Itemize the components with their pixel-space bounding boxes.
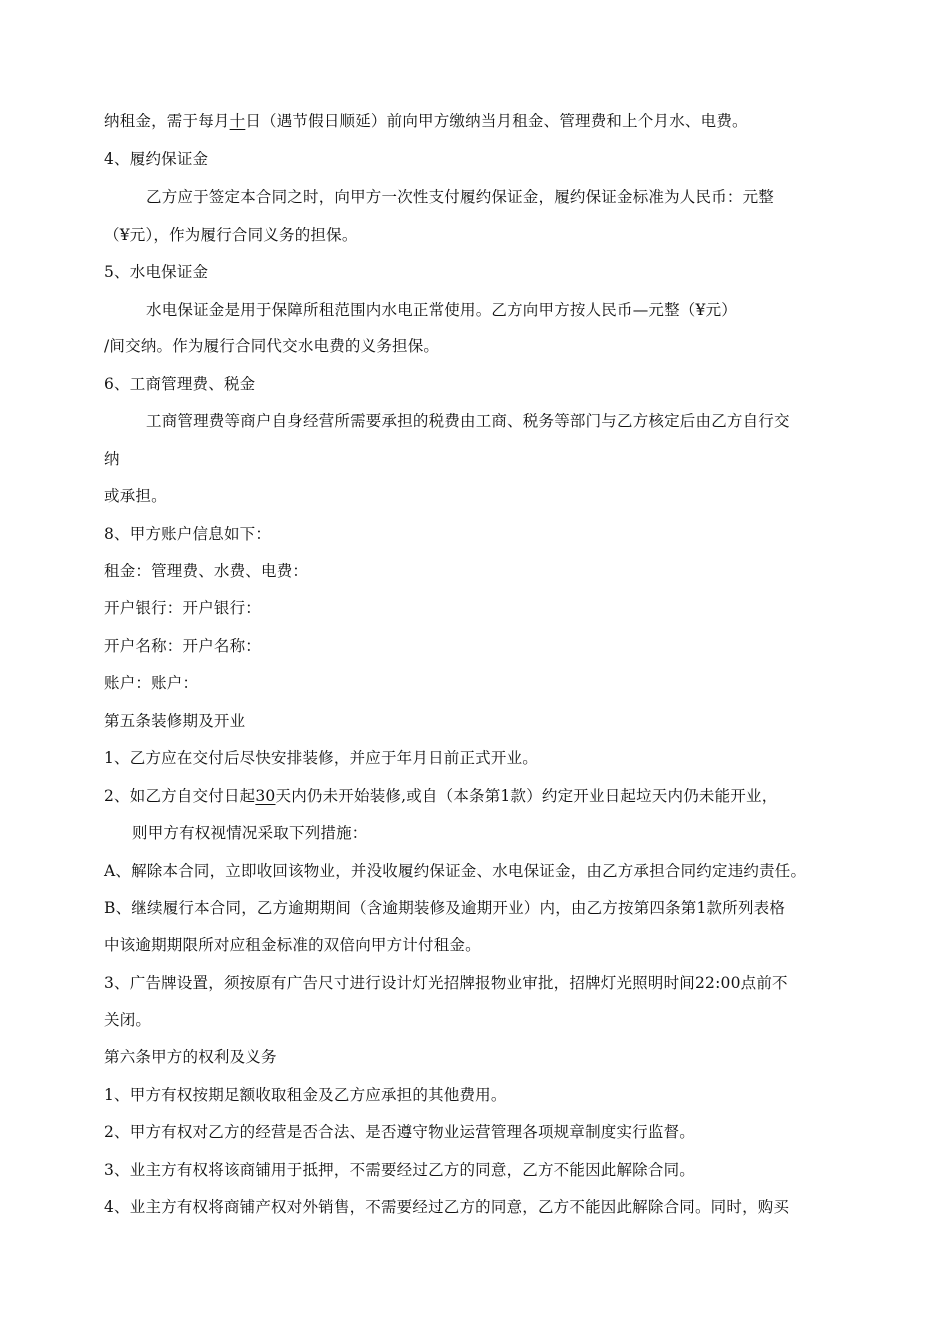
account-rent-fees: 租金：管理费、水费、电费： xyxy=(104,562,309,580)
account-name: 开户名称：开户名称： xyxy=(104,637,262,655)
text-segment: 天内仍未开始装修,或自（本条第1款）约定开业日起垃天内仍未能开业， xyxy=(275,787,778,805)
heading-account-info: 8、甲方账户信息如下： xyxy=(104,525,272,543)
paragraph-signboard: 3、广告牌设置，须按原有广告尺寸进行设计灯光招牌报物业审批，招牌灯光照明时间22:00点前不 xyxy=(104,974,788,992)
heading-performance-deposit: 4、履约保证金 xyxy=(104,150,209,168)
paragraph-utility-deposit: 水电保证金是用于保障所租范围内水电正常使用。乙方向甲方按人民币—元整（¥元） xyxy=(146,301,737,319)
paragraph-renovation-delay-cont: 则甲方有权视情况采取下列措施： xyxy=(132,824,368,842)
account-bank: 开户银行：开户银行： xyxy=(104,599,262,617)
text-segment: 日（遇节假日顺延）前向甲方缴纳当月租金、管理费和上个月水、电费。 xyxy=(245,112,748,130)
measure-b-cont: 中该逾期期限所对应租金标准的双倍向甲方计付租金。 xyxy=(104,936,481,954)
paragraph-renovation-delay xyxy=(104,786,777,806)
paragraph-business-tax-cont: 纳 xyxy=(104,450,120,468)
measure-a: A、解除本合同，立即收回该物业，并没收履约保证金、水电保证金，由乙方承担合同约定违约责任。 xyxy=(104,862,807,880)
landlord-right-4: 4、业主方有权将商铺产权对外销售，不需要经过乙方的同意，乙方不能因此解除合同。同时，购买 xyxy=(104,1198,790,1216)
landlord-right-2: 2、甲方有权对乙方的经营是否合法、是否遵守物业运营管理各项规章制度实行监督。 xyxy=(104,1123,695,1141)
heading-business-tax: 6、工商管理费、税金 xyxy=(104,375,256,393)
paragraph-rent-payment xyxy=(104,111,748,131)
paragraph-signboard-cont: 关闭。 xyxy=(104,1011,152,1029)
paragraph-business-tax-end: 或承担。 xyxy=(104,487,167,505)
heading-article-six: 第六条甲方的权利及义务 xyxy=(104,1048,277,1066)
account-number: 账户：账户： xyxy=(104,674,199,692)
underlined-day: 十 xyxy=(229,112,246,130)
paragraph-renovation-opening: 1、乙方应在交付后尽快安排装修，并应于年月日前正式开业。 xyxy=(104,749,538,767)
paragraph-utility-deposit-cont: /间交纳。作为履行合同代交水电费的义务担保。 xyxy=(104,337,440,355)
landlord-right-1: 1、甲方有权按期足额收取租金及乙方应承担的其他费用。 xyxy=(104,1086,507,1104)
heading-article-five: 第五条装修期及开业 xyxy=(104,712,246,730)
underlined-days: 30 xyxy=(255,787,276,805)
text-segment: 纳租金，需于每月 xyxy=(104,112,230,130)
paragraph-business-tax: 工商管理费等商户自身经营所需要承担的税费由工商、税务等部门与乙方核定后由乙方自行交 xyxy=(146,412,790,430)
measure-b: B、继续履行本合同，乙方逾期期间（含逾期装修及逾期开业）内，由乙方按第四条第1款所列表格 xyxy=(104,899,786,917)
text-segment: 2、如乙方自交付日起 xyxy=(104,787,256,805)
heading-utility-deposit: 5、水电保证金 xyxy=(104,263,209,281)
paragraph-performance-deposit-cont: （¥元），作为履行合同义务的担保。 xyxy=(104,226,358,244)
paragraph-performance-deposit: 乙方应于签定本合同之时，向甲方一次性支付履约保证金，履约保证金标准为人民币：元整 xyxy=(146,188,775,206)
landlord-right-3: 3、业主方有权将该商铺用于抵押，不需要经过乙方的同意，乙方不能因此解除合同。 xyxy=(104,1161,695,1179)
